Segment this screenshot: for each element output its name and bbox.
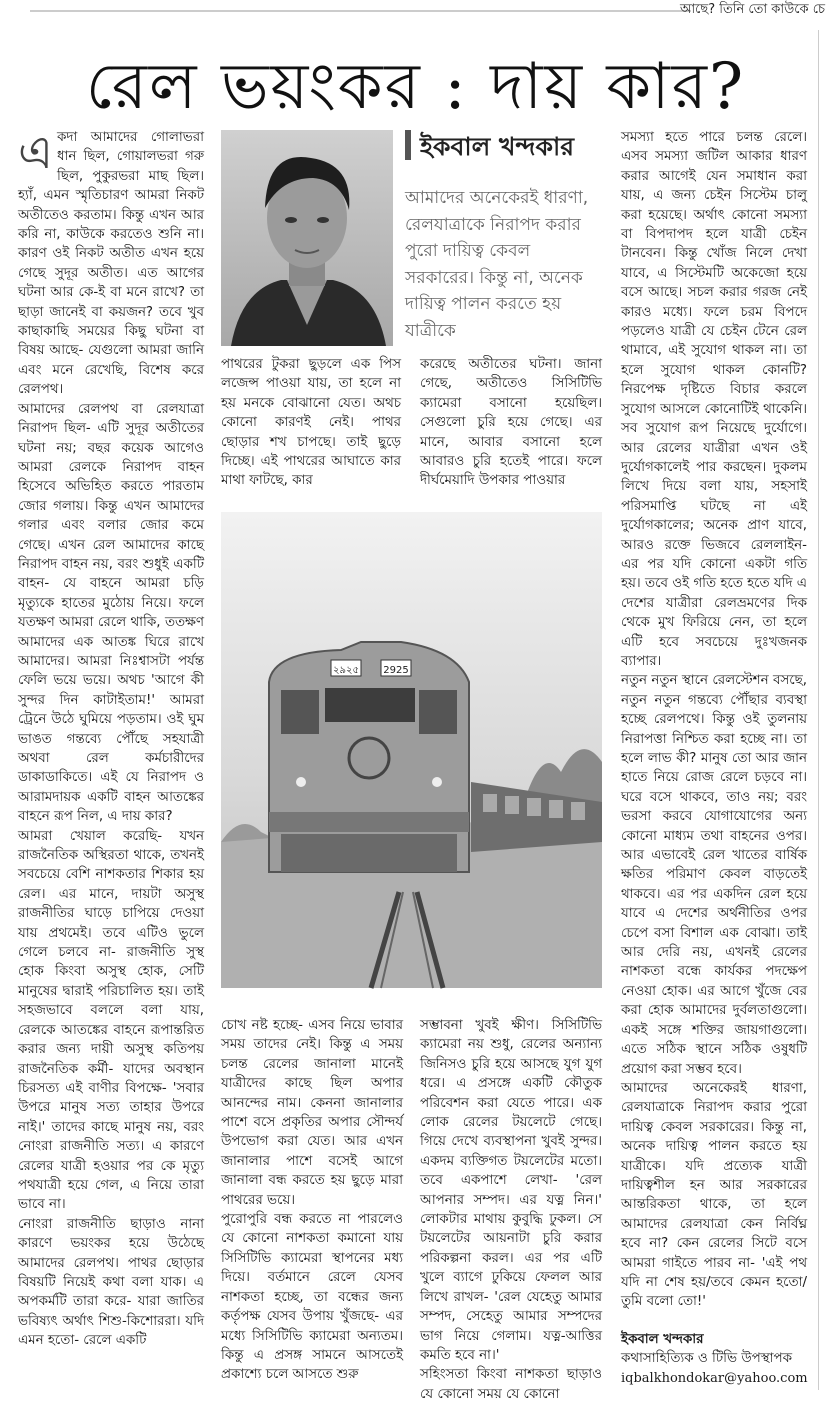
paragraph: আমাদের অনেকেরই ধারণা, রেলযাত্রাকে নিরাপদ করার পুরো দায়িত্ব কেবল সরকারের। কিন্তু না, অনেক দায়িত্ব পালন করতে হয় যাত্রীকে। যদি প্রত্যেক যাত্রী দায়িত্বশীল হন আর সরকারের আন্তরিকতা থাকে, তা হলে আমাদের রেলযাত্রা কেন নির্বিঘ্ন হবে না? কেন রেলের সিটে বসে আমরা গাইতে পারব না- 'এই পথ যদি না শেষ হয়/তবে কেমন হতো/তুমি বলো তো!' [621,1080,807,1310]
paragraph: চোখ নষ্ট হচ্ছে- এসব নিয়ে ভাবার সময় তাদের নেই। কিন্তু এ সময় চলন্ত রেলের জানালা মানেই যাত্রীদের কাছে ছিল অপার আনন্দের নাম। কেননা জানালার পাশে বসে প্রকৃতির অপার সৌন্দর্য উপভোগ করা যেত। আর এখন জানালার পাশে বসেই আগে জানালা বন্ধ করতে হয় ছুড়ে মারা পাথরের ভয়ে। [221,1018,403,1208]
paragraph: সহিংসতা কিংবা নাশকতা ছাড়াও যে কোনো সময় যে কোনো [420,1367,602,1402]
drop-cap: এ [18,125,53,179]
article-column-2b-bottom [420,1016,602,1402]
column-rule [818,30,819,1390]
article-column-2-bottom [221,1016,403,1394]
paragraph: আমরা খেয়াল করেছি- যখন রাজনৈতিক অস্থিরতা থাকে, তখনই সবচেয়ে বেশি নাশকতার শিকার হয় রেল। এর মানে, দায়টা অসুস্থ রাজনীতির ঘাড়ে চাপিয়ে দেওয়া যায় প্রথমেই। তবে এটিও ভুলে গেলে চলবে না- রাজনীতি সুস্থ হোক কিংবা অসুস্থ হোক, সেটি মানুষের দ্বারাই পরিচালিত হয়। তাই সহজভাবে বললে বলা যায়, রেলকে আতঙ্কের বাহনে রূপান্তরিত করার জন্য দায়ী অসুস্থ কতিপয় রাজনৈতিক কর্মী- যাদের অবস্থান চিরসত্য এই বাণীর বিপক্ষে- 'সবার উপরে মানুষ সত্য তাহার উপরে নাই।' তাদের কাছে মানুষ নয়, বরং নোংরা রাজনীতি সত্য। এ কারণে রেলের যাত্রী হওয়ার পর কে মৃত্যু পথযাত্রী হয়ে গেল, এ নিয়ে তারা ভাবে না। [18,828,204,1213]
paragraph: সমস্যা হতে পারে চলন্ত রেলে। এসব সমস্যা জটিল আকার ধারণ করার আগেই যেন সমাধান করা যায়, এ জন্য চেইন সিস্টেম চালু করা হয়েছে। অর্থাৎ কোনো সমস্যা বা বিপদাপদ হলে যাত্রী চেইন টানবেন। কিন্তু খোঁজ নিলে দেখা যাবে, এ সিস্টেমটি অকেজো হয়ে বসে আছে। সচল করার গরজ নেই কারও মধ্যে। ফলে চরম বিপদে পড়লেও যাত্রী যে চেইন টেনে রেল থামাবে, এই সুযোগ থাকল না। তা হলে সুযোগ থাকল কোনটি? নিরপেক্ষ দৃষ্টিতে বিচার করলে সুযোগ আসলে কোনোটিই থাকেনি। সব সুযোগ রূপ নিয়েছে দুর্যোগে। আর রেলের যাত্রীরা এখন ওই দুর্যোগকালেই পার করছেন। দুকলম লিখে দিয়ে বলা যায়, সহসাই পরিসমাপ্তি ঘটছে না এই দুর্যোগকালের; অনেক প্রাণ যাবে, আরও রক্তে ভিজবে রেললাইন- এর পর যদি কোনো একটা গতি হয়। তবে ওই গতি হতে হতে যদি এ দেশের যাত্রীরা রেলভ্রমণের দিক থেকে মুখ ফিরিয়ে নেন, তা হলে এটি হবে সবচেয়ে দুঃখজনক ব্যাপার। [621,130,807,669]
pull-quote: আমাদের অনেকেরই ধারণা, রেলযাত্রাকে নিরাপদ করার পুরো দায়িত্ব কেবল সরকারের। কিন্তু না, অনেক দায়িত্ব পালন করতে হয় যাত্রীকে [405,188,589,341]
previous-article-snippet: আছে? তিনি তো কাউকে চে [679,2,825,17]
article-column-2-top: পাথরের টুকরা ছুড়লে এক পিস লজেন্স পাওয়া যায়, তা হলে না হয় মনকে বোঝানো যেত। অথচ কোনো কারণই নেই। পাথর ছোড়ার শখ চাপছে। তাই ছুড়ে দিচ্ছে। এই পাথরের আঘাতে কার মাথা ফাটছে, কার [221,357,401,489]
paragraph: আমাদের রেলপথ বা রেলযাত্রা নিরাপদ ছিল- এটি সুদূর অতীতের ঘটনা নয়; বছর কয়েক আগেও আমরা রেলকে নিরাপদ বাহন হিসেবে অভিহিত করতে পারতাম জোর গলায়। কিন্তু এখন আমাদের গলার এবং বলার জোর কমে গেছে। এখন রেল আমাদের কাছে নিরাপদ বাহন নয়, বরং শুধুই একটি বাহন- যে বাহনে আমরা চড়ি মৃত্যুকে হাতের মুঠোয় নিয়ে। ফলে যতক্ষণ আমরা রেলে থাকি, ততক্ষণ আমাদের এক আতঙ্ক ঘিরে রাখে আমাদের। আমরা নিঃশ্বাসটা পর্যন্ত ফেলি ভয়ে ভয়ে। অথচ 'আগে কী সুন্দর দিন কাটাইতাম!' আমরা ট্রেনে উঠে ঘুমিয়ে পড়তাম। ওই ঘুম ভাঙত গন্তব্যে পৌঁছে সহযাত্রী অথবা রেল কর্মচারীদের ডাকাডাকিতে। এই যে নিরাপদ ও আরামদায়ক একটি বাহন আতঙ্কের বাহনে রূপ নিল, এ দায় কার? [18,401,204,825]
paragraph: নতুন নতুন স্থানে রেলস্টেশন বসছে, নতুন নতুন গন্তব্যে পৌঁছার ব্যবস্থা হচ্ছে রেলপথে। কিন্তু ওই তুলনায় নিরাপত্তা নিশ্চিত করা হচ্ছে না। তা হলে লাভ কী? মানুষ তো আর জান হাতে নিয়ে রোজ রেলে চড়বে না। ঘরে বসে থাকবে, তাও নয়; বরং ভরসা করবে যোগাযোগের অন্য কোনো মাধ্যম তথা বাহনের ওপর। আর এভাবেই রেল খাতের বার্ষিক ক্ষতির পরিমাণ কেবল বাড়তেই থাকবে। এর পর একদিন রেল হয়ে যাবে এ দেশের অর্থনীতির ওপর চেপে বসা বিশাল এক বোঝা। তাই আর দেরি নয়, এখনই রেলের নাশকতা বন্ধে কার্যকর পদক্ষেপ নেওয়া হোক। এর আগে খুঁজে বের করা হোক আমাদের দুর্বলতাগুলো। একই সঙ্গে শক্তির জায়গাগুলো। এতে সঠিক স্থানে সঠিক ওষুধটি প্রয়োগ করা সম্ভব হবে। [621,673,807,1077]
article-column-1 [18,125,204,1396]
article-column-3 [621,128,807,1396]
paragraph: কদা আমাদের গোলাভরা ধান ছিল, গোয়ালভরা গরু ছিল, পুকুরভরা মাছ ছিল। হ্যাঁ, এমন স্মৃতিচারণ আমরা নিকট অতীতেও করতাম। কিন্তু এখন আর করি না, কাউকে করতেও শুনি না। কারণ ওই নিকট অতীত এখন হয়ে গেছে সুদূর অতীত। এত আগের ঘটনা আর কে-ই বা মনে রাখে? তা ছাড়া জানেই বা কয়জন? তবে খুব কাছাকাছি সময়ের কিছু ঘটনা বা বিষয় আছে- যেগুলো আমরা জানি এবং মনে রেখেছি, বিশেষ করে রেলপথ। [18,130,204,398]
loco-number: 2925 [383,665,409,676]
signature-name: ইকবাল খন্দকার [621,1331,704,1347]
article-column-2b-top: করেছে অতীতের ঘটনা। জানা গেছে, অতীতেও সিসিটিভি ক্যামেরা বসানো হয়েছিল। সেগুলো চুরি হয়ে গেছে। এর মানে, আবার বসানো হলে আবারও চুরি হতেই পারে। ফলে দীর্ঘমেয়াদি উপকার পাওয়ার [420,357,602,489]
loco-number-bn: ২৯২৫ [333,665,359,676]
author-photo [221,130,393,346]
author-email[interactable]: iqbalkhondokar@yahoo.com [621,1370,808,1386]
signature-role: কথাসাহিত্যিক ও টিভি উপস্থাপক [621,1351,792,1367]
top-rule [30,10,691,12]
author-bar [405,130,411,160]
paragraph: পুরোপুরি বন্ধ করতে না পারলেও যে কোনো নাশকতা কমানো যায় সিসিটিভি ক্যামেরা স্থাপনের মধ্য দিয়ে। বর্তমানে রেলে যেসব নাশকতা হচ্ছে, তা বন্ধের জন্য কর্তৃপক্ষ যেসব উপায় খুঁজছে- এর মধ্যে সিসিটিভি ক্যামেরা অন্যতম। কিন্তু এ প্রসঙ্গ সামনে আসতেই প্রকাশ্যে চলে আসতে শুরু [221,1212,403,1383]
paragraph: সম্ভাবনা খুবই ক্ষীণ। সিসিটিভি ক্যামেরা নয় শুধু, রেলের অন্যান্য জিনিসও চুরি হয়ে আসছে যুগ যুগ ধরে। এ প্রসঙ্গে একটি কৌতুক পরিবেশন করা যেতে পারে। এক লোক রেলের টয়লেটে গেছে। গিয়ে দেখে ব্যবস্থাপনা খুবই সুন্দর। একদম ব্যক্তিগত টয়লেটের মতো। তবে একপাশে লেখা- 'রেল আপনার সম্পদ। এর যত্ন নিন।' লোকটার মাথায় কুবুদ্ধি ঢুকল। সে টয়লেটের আয়নাটা চুরি করার পরিকল্পনা করল। এর পর এটি খুলে ব্যাগে ঢুকিয়ে ফেলল আর লিখে রাখল- 'রেল যেহেতু আমার সম্পদ, সেহেতু আমার সম্পদের ভাগ নিয়ে গেলাম। যত্ন-আত্তির কমতি হবে না।' [420,1018,602,1363]
author-name: ইকবাল খন্দকার [420,132,574,161]
paragraph: নোংরা রাজনীতি ছাড়াও নানা কারণে ভয়ংকর হয়ে উঠেছে আমাদের রেলপথ। পাথর ছোড়ার বিষয়টি নিয়েই কথা বলা যাক। এ অপকর্মটি তারা করে- যারা জাতির ভবিষ্যৎ অর্থাৎ শিশু-কিশোররা। যদি এমন হতো- রেলে একটি [18,1216,204,1349]
train-photo [221,512,602,988]
headline: রেল ভয়ংকর : দায় কার? [85,50,746,124]
